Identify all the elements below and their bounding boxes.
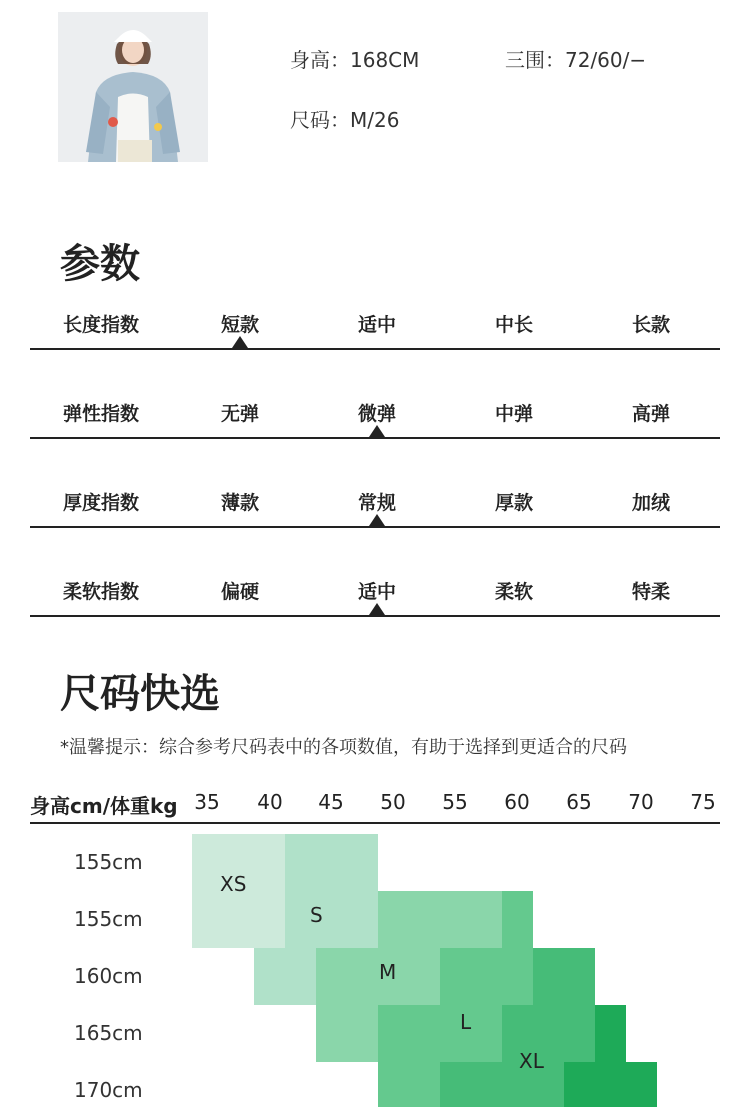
weight-tick: 75 (690, 790, 716, 814)
height-label: 165cm (74, 1021, 143, 1045)
size-block-xs (192, 891, 285, 948)
weight-header (30, 790, 720, 820)
height-label: 160cm (74, 964, 143, 988)
param-scale-line (30, 437, 720, 439)
size-quick-title: 尺码快选 (60, 671, 220, 717)
size-block-l (502, 891, 533, 948)
param-option: 常规 (357, 492, 397, 514)
weight-tick: 70 (628, 790, 654, 814)
param-option: 偏硬 (220, 581, 260, 603)
size-block-m (316, 1005, 378, 1062)
size-label-xs: XS (220, 872, 247, 896)
param-option: 柔软 (494, 581, 534, 603)
model-size: 尺码：M/26 (290, 108, 400, 132)
size-tip: *温馨提示：综合参考尺码表中的各项数值，有助于选择到更适合的尺码 (60, 737, 627, 758)
size-block-xxl (564, 1062, 657, 1107)
param-scale-line (30, 526, 720, 528)
param-name: 柔软指数 (62, 581, 140, 603)
param-scale-line (30, 348, 720, 350)
selected-marker-icon (369, 425, 385, 437)
weight-tick: 45 (318, 790, 344, 814)
weight-tick: 60 (504, 790, 530, 814)
size-block-m (378, 891, 502, 948)
height-label: 170cm (74, 1078, 143, 1102)
param-option: 中弹 (494, 403, 534, 425)
param-option: 厚款 (494, 492, 534, 514)
size-block-xxl (595, 1005, 626, 1062)
param-option: 适中 (357, 314, 397, 336)
weight-tick: 65 (566, 790, 592, 814)
size-block-s (285, 834, 378, 891)
size-block-s (254, 948, 316, 1005)
size-block-l (378, 1005, 502, 1062)
param-option: 高弹 (631, 403, 671, 425)
model-photo (58, 12, 208, 162)
param-option: 微弹 (357, 403, 397, 425)
selected-marker-icon (369, 514, 385, 526)
weight-tick: 40 (257, 790, 283, 814)
size-block-m (316, 948, 440, 1005)
param-option: 加绒 (631, 492, 671, 514)
size-label-l: L (460, 1010, 472, 1034)
model-measurements: 三围：72/60/− (505, 48, 647, 72)
param-option: 薄款 (220, 492, 260, 514)
param-option: 长款 (631, 314, 671, 336)
size-block-xl (533, 948, 595, 1005)
weight-header-label: 身高cm/体重kg (30, 794, 178, 818)
height-label: 155cm (74, 907, 143, 931)
param-name: 厚度指数 (62, 492, 140, 514)
param-name: 长度指数 (62, 314, 140, 336)
param-scale-line (30, 615, 720, 617)
param-row-elasticity (30, 389, 720, 478)
selected-marker-icon (232, 336, 248, 348)
size-label-s: S (310, 903, 323, 927)
param-option: 特柔 (631, 581, 671, 603)
size-block-l (378, 1062, 440, 1107)
model-illustration (58, 12, 208, 162)
param-row-thickness (30, 478, 720, 567)
param-row-length (30, 300, 720, 389)
weight-tick: 55 (442, 790, 468, 814)
param-option: 适中 (357, 581, 397, 603)
size-block-xl (440, 1062, 564, 1107)
size-block-xl (502, 1005, 595, 1062)
param-option: 无弹 (220, 403, 260, 425)
weight-tick: 35 (194, 790, 220, 814)
param-option: 短款 (220, 314, 260, 336)
param-option: 中长 (494, 314, 534, 336)
size-block-l (440, 948, 533, 1005)
height-label: 155cm (74, 850, 143, 874)
param-name: 弹性指数 (62, 403, 140, 425)
model-height: 身高：168CM (290, 48, 420, 72)
size-label-m: M (379, 960, 397, 984)
size-block-s (285, 891, 378, 948)
size-label-xl: XL (519, 1049, 544, 1073)
params-title: 参数 (60, 241, 140, 287)
param-row-softness (30, 567, 720, 656)
selected-marker-icon (369, 603, 385, 615)
weight-header-line (30, 822, 720, 824)
weight-tick: 50 (380, 790, 406, 814)
